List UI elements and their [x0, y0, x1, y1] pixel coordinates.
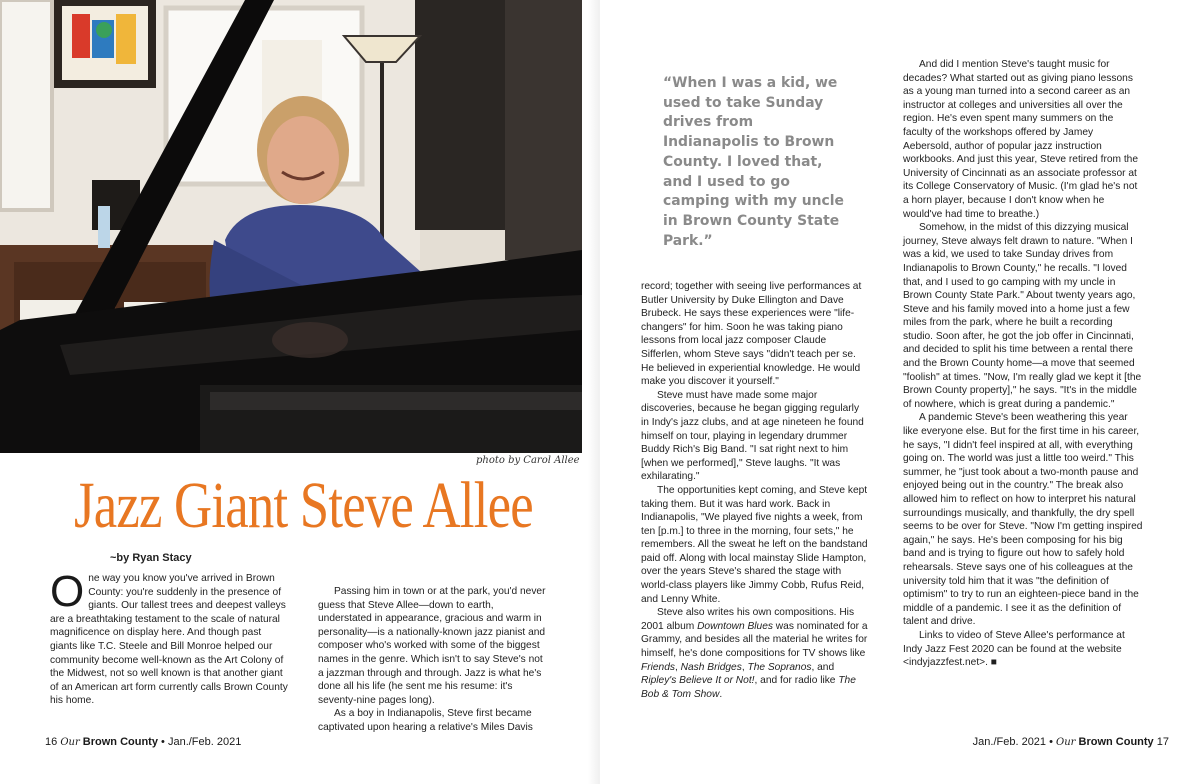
paragraph: As a boy in Indianapolis, Steve first became captivated upon hearing a relative's Miles Davis	[318, 708, 533, 733]
body-column-1	[50, 567, 290, 708]
paragraph: Passing him in town or at the park, you'd never guess that Steve Allee—down to earth, understated in appearance, gracious and warm in personality—is a nationally-known jazz pianist and composer who's worked with some of the biggest names in the genre. Which isn't to say Steve's not a jazzman through and through. Jazz is what he's done all his life (he sent me his resume: it's seventy-nine pages long).	[318, 586, 546, 706]
pull-quote: “When I was a kid, we used to take Sunday drives from Indianapolis to Brown County. I loved that, and I used to go camping with my uncle in Brown County State Park.”	[663, 75, 844, 249]
show-title: The Sopranos	[747, 661, 812, 673]
text-run: Steve also writes his own compositions. His 2001 album	[641, 607, 855, 632]
left-page	[0, 0, 590, 784]
folio-separator: •	[161, 736, 165, 748]
magazine-name: Brown County	[1078, 736, 1154, 748]
magazine-name-our: Our	[60, 737, 80, 748]
text-run: .	[719, 688, 723, 700]
paragraph: Somehow, in the midst of this dizzying musical journey, Steve always felt drawn to nature. "When I was a kid, we used to take Sunday drives from Indianapolis to Brown County," he recalls. "I loved that, and I used to go camping with my uncle in Brown County State Park." About twenty years ago, Steve and his family moved into a home just a few miles from the park, where he built a recording studio. Soon after, he got the job offer in Cincinnati, and decided to split his time between a rental there and the Brown County home—a move that seemed "foolish" at times. "Now, I'm really glad we kept it [the Brown County property]," he says. "It's in the middle of nowhere, which is great during a pandemic."	[903, 222, 1142, 410]
issue-date: Jan./Feb. 2021	[972, 736, 1047, 748]
paragraph: record; together with seeing live performances at Butler University by Duke Ellington and Dave Brubeck. He says these experiences were "life-changers" for him. Soon he was taking piano lessons from local jazz composer Claude Sifferlen, whom Steve says "didn't teach per se. He believed in experiential knowledge. He would make you discover it yourself."	[641, 281, 862, 388]
byline: ~by Ryan Stacy	[110, 552, 192, 564]
show-title: Nash Bridges	[680, 661, 742, 673]
text-run: ,	[674, 661, 681, 673]
text-run: ,	[741, 661, 748, 673]
paragraph: Steve must have made some major discoveries, because he began gigging regularly in Indy's jazz clubs, and at age nineteen he found himself on tour, playing in legendary drummer Buddy Rich's Big Band. "I sat right next to him [when we performed]," Steve laughs. "It was exhilarating."	[641, 389, 864, 483]
magazine-name: Brown County	[82, 736, 158, 748]
article-title: Jazz Giant Steve Allee	[74, 469, 533, 542]
magazine-name-our: Our	[1056, 737, 1076, 748]
page-number: 17	[1156, 736, 1169, 748]
text-run: was nominated for a Grammy, and besides all the material he writes for himself, he's done compositions for TV shows like	[641, 620, 868, 660]
album-title: Downtown Blues	[697, 620, 773, 632]
pianist-at-piano-illustration	[0, 0, 582, 453]
paragraph	[50, 567, 290, 708]
show-title: Friends	[641, 661, 675, 673]
paragraph	[641, 606, 868, 701]
show-title: Ripley's Believe It or Not!	[641, 675, 755, 687]
paragraph: A pandemic Steve's been weathering this year like everyone else. But for the first time in his career, he says, "I didn't feel inspired at all, with everything going on. The world was just a little too weird." This summer, he "just took about a two-month pause and enjoyed being out in the country." The break also allowed him to reflect on how to interpret his natural surroundings musically, and thankfully, the dry spell seems to be over for Steve. "Now I'm getting inspired again," he says. He's been composing for his big band and is trying to figure out how to safely hold rehearsals. Steve says one of his colleagues at the university told him that it was "the definition of optimism" to try to run an eighteen-piece band in the middle of a pandemic. I see it as the definition of talent and drive.	[903, 412, 1143, 628]
left-folio	[45, 736, 241, 748]
radio-show-title: The Bob & Tom Show	[641, 675, 856, 700]
body-column-3	[641, 280, 868, 701]
issue-date: Jan./Feb. 2021	[167, 736, 242, 748]
text-run: , and	[811, 661, 835, 673]
paragraph: Links to video of Steve Allee's performance at Indy Jazz Fest 2020 can be found at the website <indyjazzfest.net>. ■	[903, 629, 1125, 669]
folio-separator: •	[1049, 736, 1053, 748]
photo-credit: photo by Carol Allee	[476, 455, 580, 466]
paragraph: The opportunities kept coming, and Steve kept taking them. But it was hard work. Back in Indianapolis, "We played five nights a week, from ten [p.m.] to three in the morning, four sets," he remembers. All the sweat he left on the bandstand paid off. Along with local mainstay Slide Hampton, over the years Steve's shared the stage with world-class players like Jimmy Cobb, Rufus Reid, and Lenny White.	[641, 484, 868, 605]
right-folio	[973, 736, 1169, 748]
paragraph: And did I mention Steve's taught music for decades? What started out as giving piano lessons as a young man turned into a second career as an instructor at colleges and universities all over the region. He's even spent many summers on the faculty of the workshops offered by Jamey Aebersold, author of popular jazz instruction workbooks. And just this year, Steve retired from the University of Cincinnati as an associate professor at its College Conservatory of Music. (I'm glad he's not a horn player, because I don't know when he would've had time to breathe.)	[903, 59, 1138, 220]
paragraph-text: ne way you know you've arrived in Brown County: you're suddenly in the presence of giants. Our tallest trees and deepest valleys are a breathtaking testament to the scale of natural magnificence on display here. And though past giants like T.C. Steele and Bill Monroe helped our community become well-known as the Art Colony of the Midwest, not so well known is that another giant of an American art form currently calls Brown County his home.	[50, 573, 288, 707]
article-photo	[0, 0, 582, 453]
drop-cap: O	[50, 567, 85, 616]
body-column-4	[903, 58, 1143, 670]
text-run: , and for radio like	[754, 675, 839, 687]
body-column-2	[318, 585, 550, 735]
page-number: 16	[45, 736, 58, 748]
